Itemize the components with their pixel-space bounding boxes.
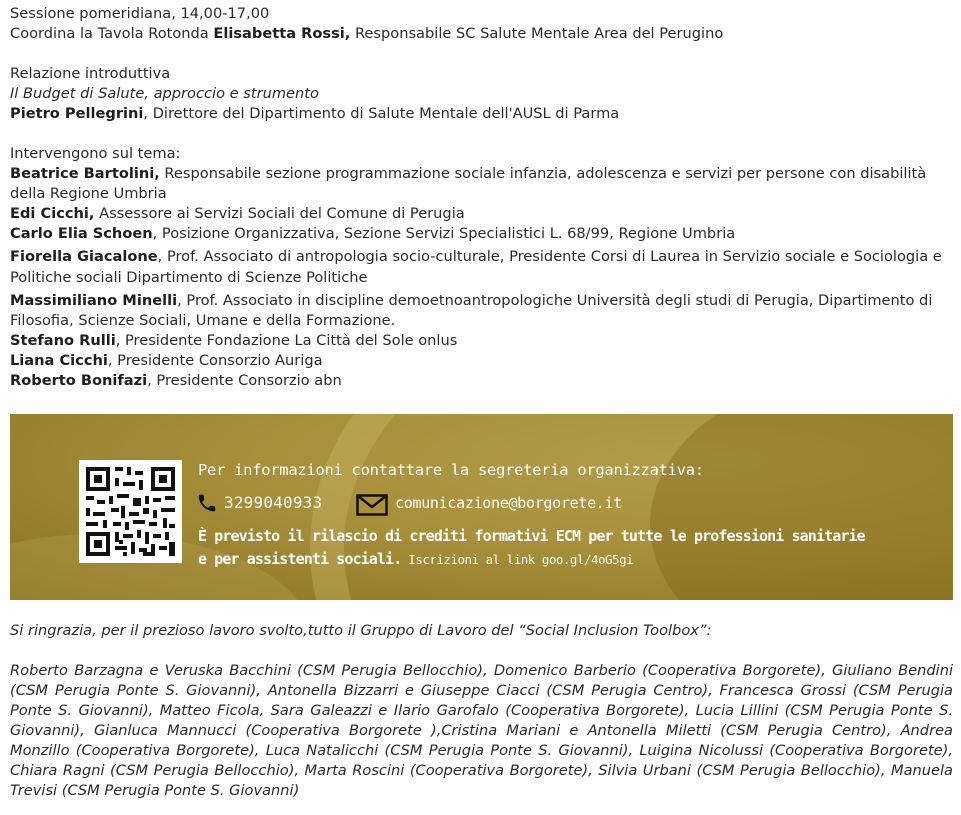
- speaker-item: Stefano Rulli, Presidente Fondazione La Città del Sole onlus: [10, 332, 458, 349]
- contact-banner: [10, 414, 953, 600]
- coordinator-line: Coordina la Tavola Rotonda Elisabetta Rossi, Responsabile SC Salute Mentale Area del Perugino: [10, 25, 724, 42]
- intro-heading: Relazione introduttiva: [10, 65, 171, 82]
- contact-title: Per informazioni contattare la segreteria organizzativa:: [198, 461, 704, 479]
- intro-speaker: Pietro Pellegrini, Direttore del Dipartimento di Salute Mentale dell'AUSL di Parma: [10, 105, 620, 122]
- speakers-heading: Intervengono sul tema:: [10, 145, 181, 162]
- thanks-heading: Si ringrazia, per il prezioso lavoro svolto,tutto il Gruppo di Lavoro del “Social Inclusion Toolbox”:: [10, 622, 712, 639]
- speaker-item: Fiorella Giacalone, Prof. Associato di antropologia socio-culturale, Presidente Corsi di Laurea in Servizio sociale e Sociologia e Politiche sociali Dipartimento di Scienze Politiche: [10, 248, 942, 286]
- envelope-icon: [356, 494, 388, 520]
- speaker-item: Beatrice Bartolini, Responsabile sezione programmazione sociale infanzia, adolescenza e servizi per persone con disabilità della Regione Umbria: [10, 165, 927, 202]
- qr-code[interactable]: [79, 460, 182, 563]
- phone-icon: [196, 492, 218, 518]
- program-section: [10, 4, 953, 391]
- registration-link[interactable]: goo.gl/4oG5gi: [541, 552, 634, 567]
- speaker-item: Carlo Elia Schoen, Posizione Organizzativa, Sezione Servizi Specialistici L. 68/99, Regione Umbria: [10, 225, 736, 242]
- coordinator-name: Elisabetta Rossi,: [213, 25, 351, 42]
- speaker-item: Edi Cicchi, Assessore ai Servizi Sociali del Comune di Perugia: [10, 205, 465, 222]
- session-title: Sessione pomeridiana, 14,00-17,00: [10, 5, 270, 22]
- email-link[interactable]: comunicazione@borgorete.it: [395, 494, 623, 512]
- acknowledgements: [10, 621, 953, 801]
- speaker-item: Massimiliano Minelli, Prof. Associato in discipline demoetnoantropologiche Università degli studi di Perugia, Dipartimento di Filosofia, Scienze Sociali, Umane e della Formazione.: [10, 292, 933, 329]
- ecm-notice-line2: e per assistenti sociali. Iscrizioni al link goo.gl/4oG5gi: [198, 550, 634, 568]
- working-group-members: Roberto Barzagna e Veruska Bacchini (CSM Perugia Bellocchio), Domenico Barberio (Cooperativa Borgorete), Giuliano Bendini (CSM Perugia Ponte S. Giovanni), Antonella Bizzarri e Giuseppe Ciacci (CSM Perugia Centro), Francesca Grossi (CSM Perugia Ponte S. Giovanni), Matteo Ficola, Sara Galeazzi e Ilario Garofalo (Cooperativa Borgorete), Lucia Lillini (CSM Perugia Ponte S. Giovanni), Gianluca Mannucci (Cooperativa Borgorete ),Cristina Mariani e Antonella Miletti (CSM Perugia Centro), Andrea Monzillo (Cooperativa Borgorete), Luca Natalicchi (CSM Perugia Ponte S. Giovanni), Luigina Nicolussi (Cooperativa Borgorete), Chiara Ragni (CSM Perugia Bellocchio), Marta Roscini (Cooperativa Borgorete), Silvia Urbani (CSM Perugia Bellocchio), Manuela Trevisi (CSM Perugia Ponte S. Giovanni): [10, 662, 953, 799]
- phone-number[interactable]: 3299040933: [224, 493, 323, 512]
- ecm-notice-line1: È previsto il rilascio di crediti formativi ECM per tutte le professioni sanitarie: [198, 527, 865, 545]
- intro-topic: Il Budget di Salute, approccio e strumento: [10, 85, 319, 102]
- speaker-item: Liana Cicchi, Presidente Consorzio Auriga: [10, 352, 323, 369]
- speaker-item: Roberto Bonifazi, Presidente Consorzio abn: [10, 372, 342, 389]
